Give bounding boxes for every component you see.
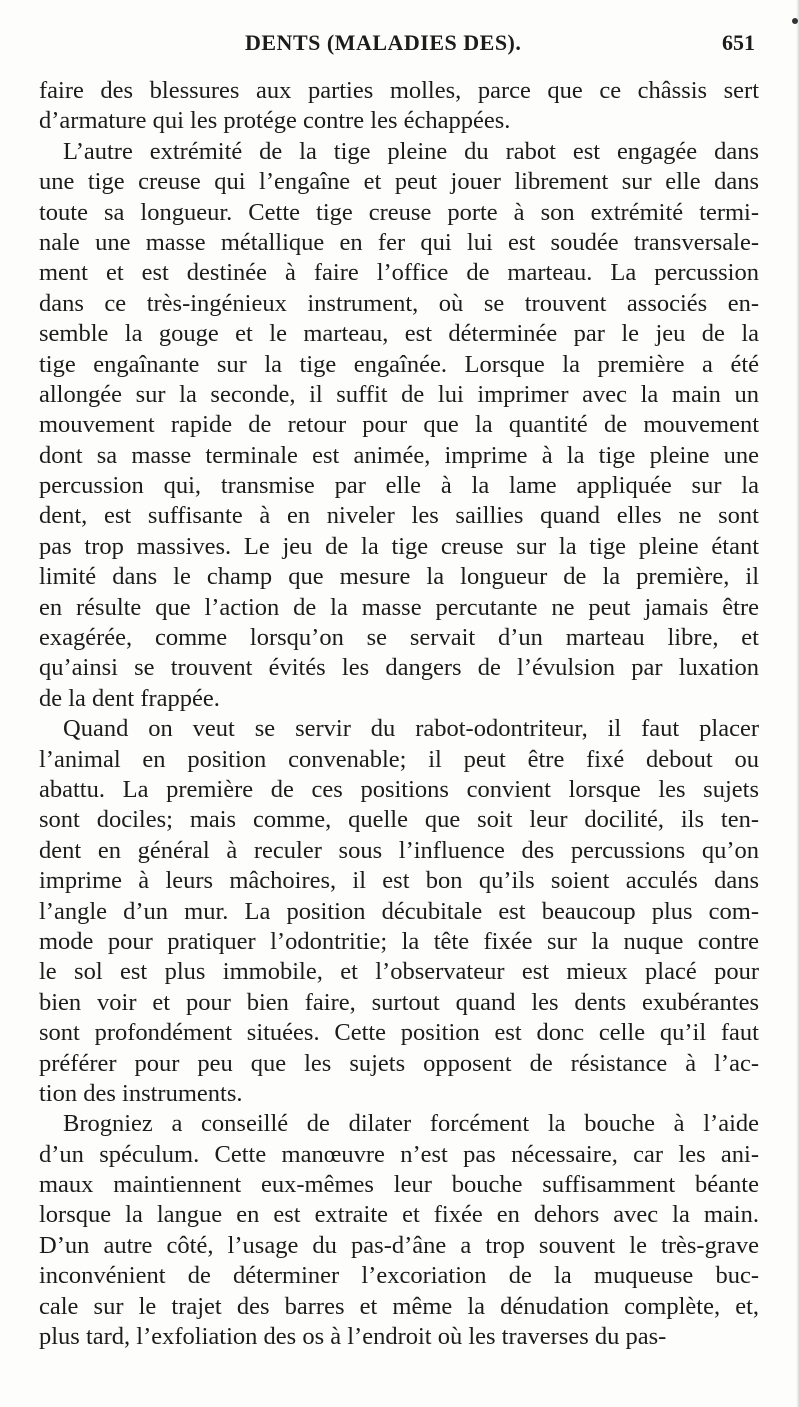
running-title: DENTS (MALADIES DES).: [245, 30, 522, 55]
text-line: pas trop massives. Le jeu de la tige creuse sur la tige pleine étant: [39, 532, 759, 560]
text-line: dent, est suffisante à en niveler les saillies quand elles ne sont: [39, 502, 759, 530]
text-line: l’animal en position convenable; il peut être fixé debout ou: [39, 745, 759, 773]
paragraph: [39, 1109, 759, 1352]
text-line: allongée sur la seconde, il suffit de lui imprimer avec la main un: [39, 380, 759, 408]
text-line: sont dociles; mais comme, quelle que soit leur docilité, ils ten-: [39, 806, 759, 834]
text-line: mouvement rapide de retour pour que la quantité de mouvement: [39, 411, 759, 439]
text-line: ment et est destinée à faire l’office de marteau. La percussion: [39, 259, 759, 287]
text-line: semble la gouge et le marteau, est déterminée par le jeu de la: [39, 320, 759, 348]
text-line: maux maintiennent eux-mêmes leur bouche suffisamment béante: [39, 1171, 759, 1199]
text-line: Quand on veut se servir du rabot-odontriteur, il faut placer: [63, 715, 759, 743]
text-line: de la dent frappée.: [39, 684, 220, 712]
text-line: l’angle d’un mur. La position décubitale est beaucoup plus com-: [39, 897, 759, 925]
text-line: L’autre extrémité de la tige pleine du rabot est engagée dans: [63, 137, 759, 165]
paragraph: [39, 714, 759, 1109]
page-header: [40, 30, 755, 66]
text-line: D’un autre côté, l’usage du pas-d’âne a trop souvent le très-grave: [39, 1231, 759, 1259]
text-line: sont profondément situées. Cette position est donc celle qu’il faut: [39, 1019, 759, 1047]
text-line: plus tard, l’exfoliation des os à l’endroit où les traverses du pas-: [39, 1323, 667, 1351]
text-line: préférer pour peu que les sujets opposent de résistance à l’ac-: [39, 1049, 759, 1077]
paragraph: [39, 76, 759, 137]
text-line: d’un spéculum. Cette manœuvre n’est pas nécessaire, car les ani-: [39, 1140, 759, 1168]
text-line: Brogniez a conseillé de dilater forcément la bouche à l’aide: [63, 1110, 759, 1138]
paragraph: [39, 137, 759, 714]
text-line: faire des blessures aux parties molles, parce que ce châssis sert: [39, 77, 759, 104]
text-line: exagérée, comme lorsqu’on se servait d’un marteau libre, et: [39, 624, 759, 652]
text-line: tion des instruments.: [39, 1079, 243, 1107]
text-line: tige engaînante sur la tige engaînée. Lorsque la première a été: [39, 350, 759, 378]
page-edge-shadow: [796, 0, 800, 1407]
text-line: dans ce très-ingénieux instrument, où se trouvent associés en-: [39, 289, 759, 317]
text-line: bien voir et pour bien faire, surtout quand les dents exubérantes: [39, 988, 759, 1016]
text-line: lorsque la langue en est extraite et fixée en dehors avec la main.: [39, 1201, 759, 1229]
text-line: dont sa masse terminale est animée, imprime à la tige pleine une: [39, 441, 759, 469]
text-line: d’armature qui les protége contre les échappées.: [39, 107, 511, 135]
text-line: limité dans le champ que mesure la longueur de la première, il: [39, 563, 759, 591]
body-text: [39, 76, 759, 1352]
text-line: une tige creuse qui l’engaîne et peut jouer librement sur elle dans: [39, 168, 759, 196]
text-line: nale une masse métallique en fer qui lui est soudée transversale-: [39, 228, 759, 256]
text-line: abattu. La première de ces positions convient lorsque les sujets: [39, 775, 759, 803]
text-line: mode pour pratiquer l’odontritie; la tête fixée sur la nuque contre: [39, 927, 759, 955]
text-line: qu’ainsi se trouvent évités les dangers de l’évulsion par luxation: [39, 654, 759, 682]
text-line: en résulte que l’action de la masse percutante ne peut jamais être: [39, 593, 759, 621]
text-line: percussion qui, transmise par elle à la lame appliquée sur la: [39, 472, 759, 500]
margin-dot: [792, 18, 798, 24]
text-line: toute sa longueur. Cette tige creuse porte à son extrémité termi-: [39, 198, 759, 226]
text-line: imprime à leurs mâchoires, il est bon qu’ils soient acculés dans: [39, 867, 759, 895]
text-line: le sol est plus immobile, et l’observateur est mieux placé pour: [39, 958, 759, 986]
text-line: cale sur le trajet des barres et même la dénudation complète, et,: [39, 1292, 759, 1320]
text-line: inconvénient de déterminer l’excoriation de la muqueuse buc-: [39, 1262, 759, 1290]
page-number: 651: [722, 30, 755, 55]
text-line: dent en général à reculer sous l’influence des percussions qu’on: [39, 836, 759, 864]
